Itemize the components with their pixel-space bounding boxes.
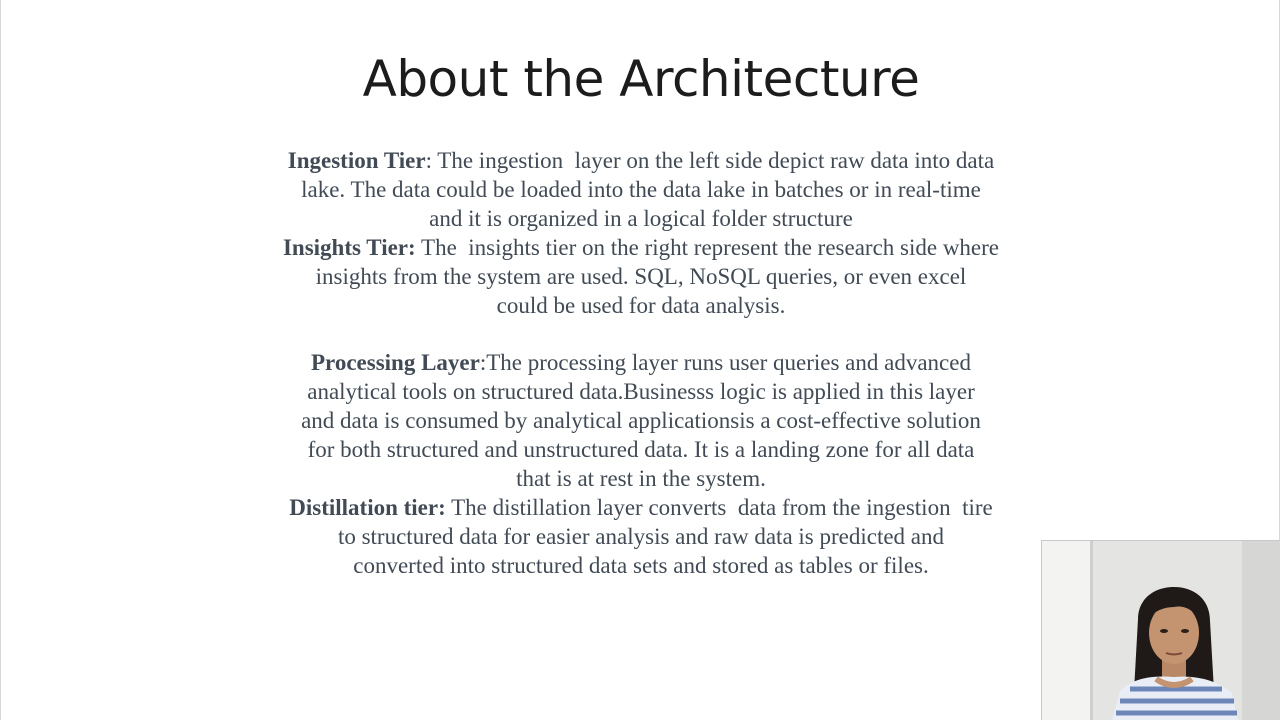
text-line <box>1 233 1280 262</box>
paragraph-ingestion-tier <box>1 146 1280 233</box>
line-text: insights from the system are used. SQL, NoSQL queries, or even excel <box>315 264 967 289</box>
line-text: for both structured and unstructured data. It is a landing zone for all data <box>307 437 975 462</box>
text-line <box>1 464 1280 493</box>
line-text: and data is consumed by analytical applicationsis a cost-effective solution <box>301 408 981 433</box>
text-line <box>1 348 1280 377</box>
line-text: analytical tools on structured data.Businesss logic is applied in this layer <box>307 379 975 404</box>
line-text: The distillation layer converts data from the ingestion tire <box>445 495 993 520</box>
line-text: lake. The data could be loaded into the data lake in batches or in real-time <box>301 177 981 202</box>
slide-title: About the Architecture <box>362 50 920 108</box>
text-line <box>1 146 1280 175</box>
term-label: Insights Tier: <box>282 235 416 260</box>
text-line <box>1 493 1280 522</box>
text-line <box>1 435 1280 464</box>
text-line <box>1 406 1280 435</box>
line-text: : The ingestion layer on the left side depict raw data into data <box>425 148 995 173</box>
presenter-video-frame <box>1042 541 1280 720</box>
text-line <box>1 291 1280 320</box>
paragraph-spacer <box>1 320 1280 348</box>
line-text: could be used for data analysis. <box>496 293 786 318</box>
text-line <box>1 262 1280 291</box>
paragraph-processing-layer <box>1 348 1280 493</box>
term-label: Ingestion Tier <box>287 148 426 173</box>
term-label: Distillation tier: <box>289 495 446 520</box>
line-text: to structured data for easier analysis and raw data is predicted and <box>337 524 945 549</box>
line-text: and it is organized in a logical folder structure <box>429 206 853 231</box>
term-label: Processing Layer <box>311 350 480 375</box>
paragraph-insights-tier <box>1 233 1280 320</box>
text-line <box>1 377 1280 406</box>
text-line <box>1 175 1280 204</box>
text-line <box>1 204 1280 233</box>
line-text: The insights tier on the right represent the research side where <box>415 235 1000 260</box>
line-text: :The processing layer runs user queries and advanced <box>479 350 971 375</box>
line-text: converted into structured data sets and stored as tables or files. <box>353 553 929 578</box>
line-text: that is at rest in the system. <box>516 466 766 491</box>
slide-body <box>1 146 1280 580</box>
presenter-webcam <box>1041 540 1280 720</box>
